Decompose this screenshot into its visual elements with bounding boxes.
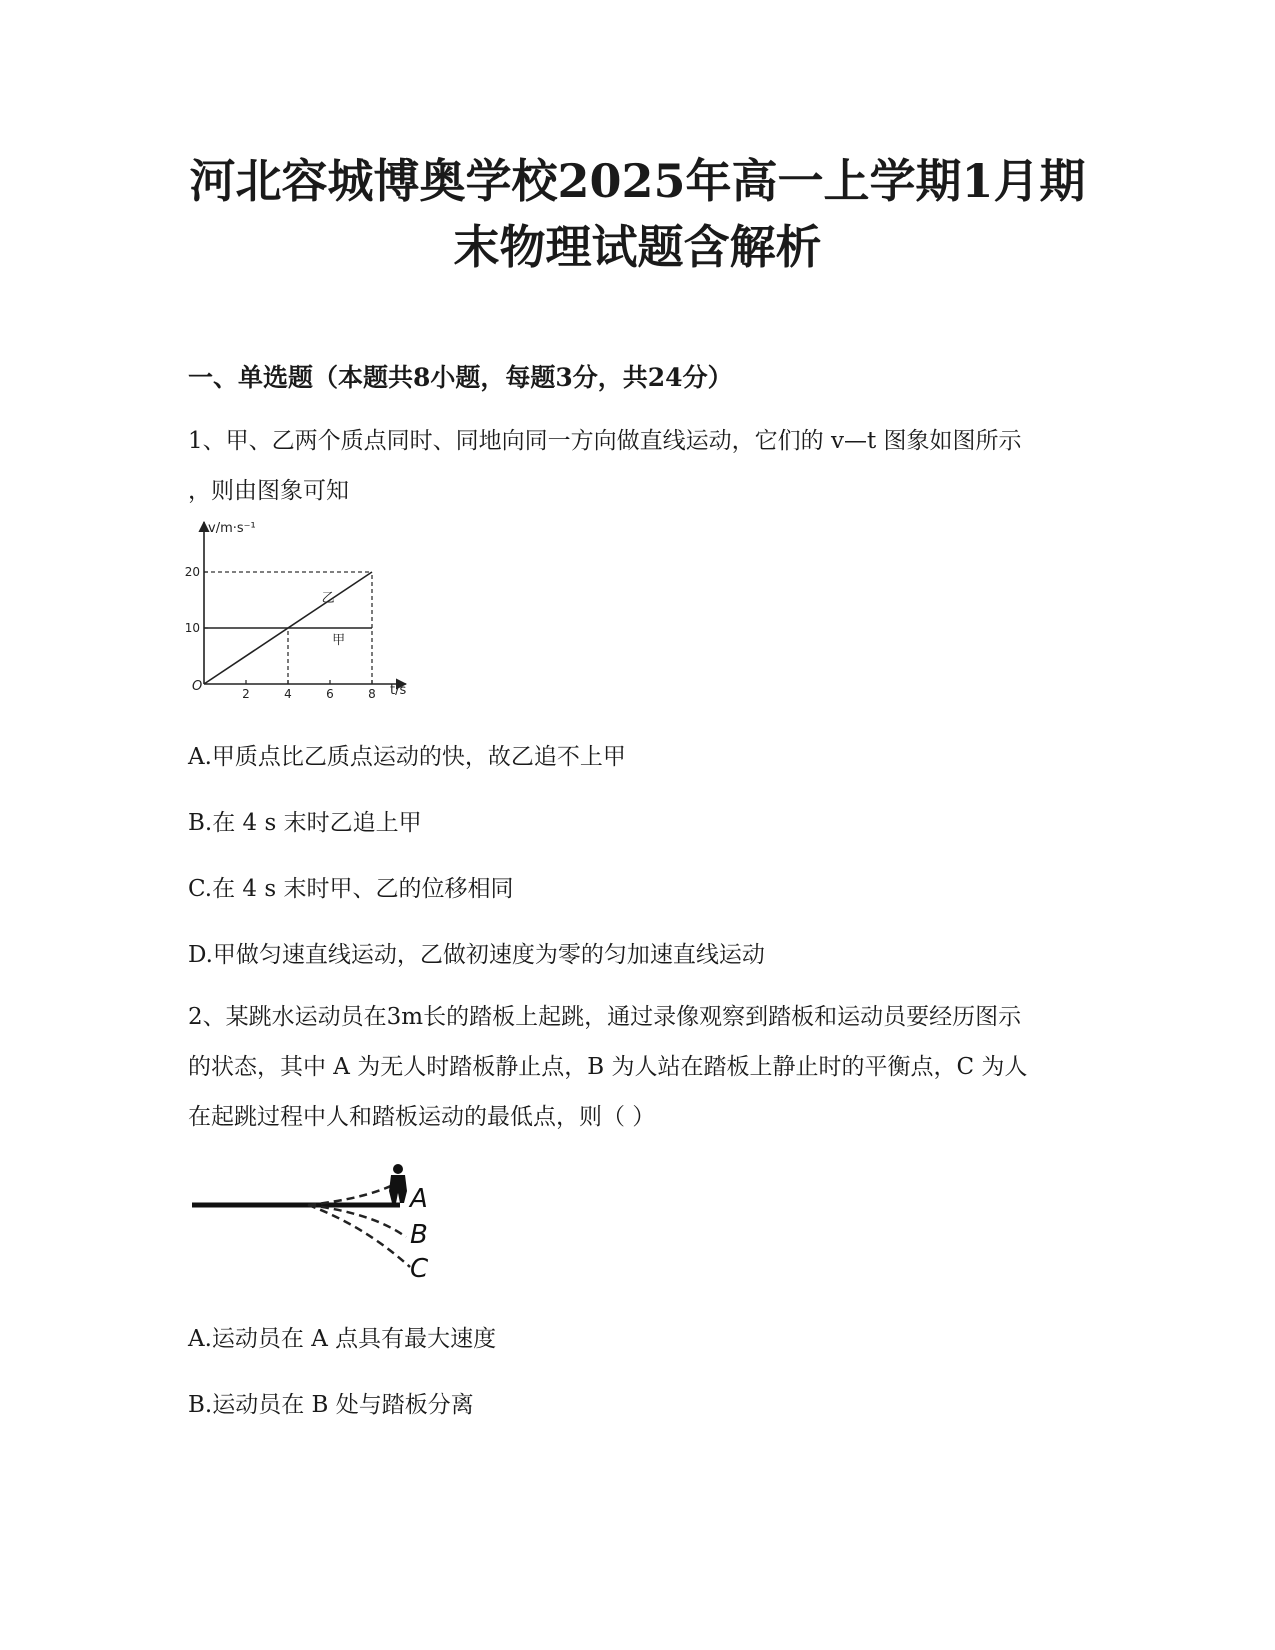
y-tick-label-10: 10 [184, 621, 200, 635]
q2-option-b: B.运动员在 B 处与踏板分离 [188, 1392, 474, 1418]
x-tick-label-4: 4 [284, 687, 292, 701]
question-1-line-1: 1、甲、乙两个质点同时、同地向同一方向做直线运动，它们的 v—t 图象如图所示 [188, 428, 1022, 454]
vt-graph [180, 508, 420, 712]
question-2-line-2: 的状态，其中 A 为无人时踏板静止点，B 为人站在踏板上静止时的平衡点，C 为人 [188, 1054, 1028, 1080]
origin-label: O [192, 679, 203, 694]
x-tick-label-2: 2 [242, 687, 250, 701]
board-upper-dashed [308, 1185, 393, 1205]
question-1-stem [188, 416, 1093, 516]
question-2-stem [188, 992, 1093, 1142]
title-line-2: 末物理试题含解析 [453, 220, 822, 274]
section-heading: 一、单选题（本题共8小题，每题3分，共24分） [188, 363, 733, 392]
label-c: C [410, 1254, 429, 1284]
q1-option-a: A.甲质点比乙质点运动的快，故乙追不上甲 [188, 744, 626, 770]
board-position-c [308, 1205, 410, 1267]
x-tick-label-6: 6 [326, 687, 334, 701]
title-line-1: 河北容城博奥学校2025年高一上学期1月期 [189, 154, 1086, 208]
question-2-line-1: 2、某跳水运动员在3m长的踏板上起跳，通过录像观察到踏板和运动员要经历图示 [188, 1004, 1022, 1030]
label-a: A [410, 1184, 428, 1214]
vt-graph-svg [180, 508, 420, 708]
q1-option-b: B.在 4 s 末时乙追上甲 [188, 810, 422, 836]
label-b: B [410, 1220, 428, 1250]
q1-option-c: C.在 4 s 末时甲、乙的位移相同 [188, 876, 514, 902]
y-tick-label-20: 20 [184, 565, 200, 579]
document-title [150, 148, 1125, 280]
question-2-line-3: 在起跳过程中人和踏板运动的最低点，则（ ） [188, 1104, 656, 1130]
x-axis-label: t/s [390, 683, 407, 698]
diver-figure [389, 1164, 407, 1203]
q1-option-d: D.甲做匀速直线运动，乙做初速度为零的匀加速直线运动 [188, 942, 765, 968]
x-tick-label-8: 8 [368, 687, 376, 701]
chart-marks [185, 565, 376, 701]
springboard-svg [188, 1155, 448, 1285]
question-1-line-2: ，则由图象可知 [188, 478, 349, 504]
series-label-0: 甲 [332, 633, 346, 648]
series-label-1: 乙 [321, 591, 335, 607]
springboard-figure [188, 1155, 448, 1289]
q2-option-a: A.运动员在 A 点具有最大速度 [188, 1326, 497, 1352]
y-axis-label: v/m·s⁻¹ [208, 521, 256, 536]
